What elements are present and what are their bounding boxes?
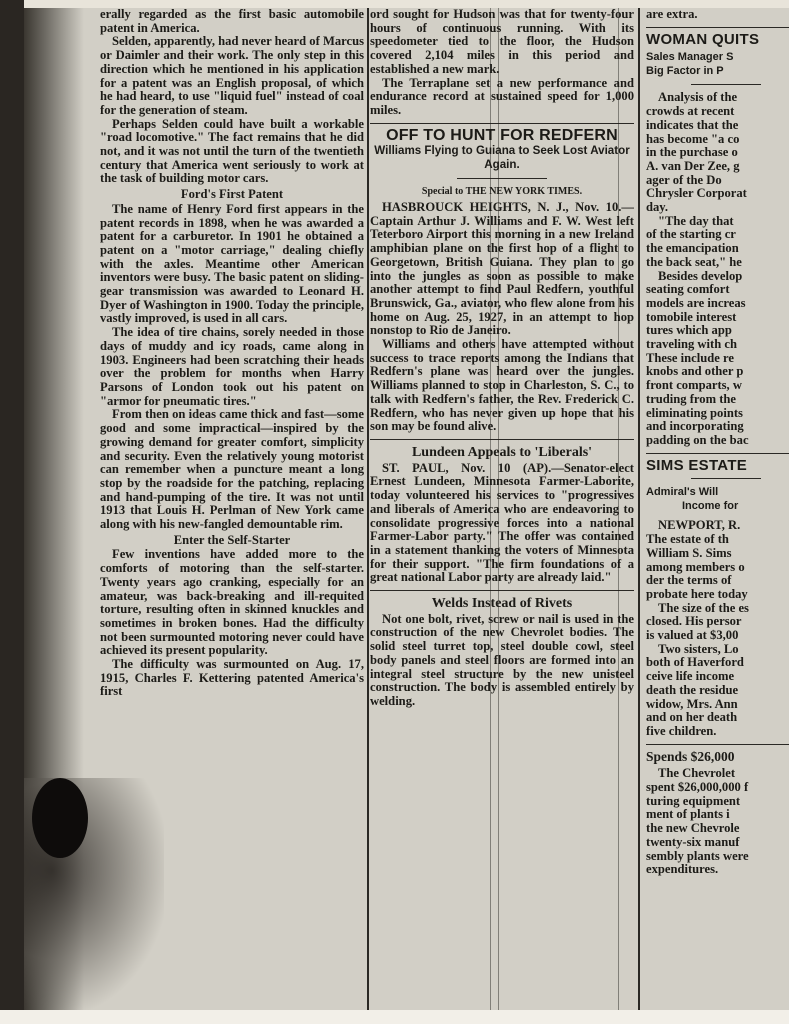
deck-line: Income for [682, 500, 739, 513]
deck-line: Sales Manager S [646, 51, 734, 64]
col3-line: indicates that the [646, 117, 739, 132]
scan-bottom-edge [0, 1010, 789, 1024]
headline-welds: Welds Instead of Rivets [431, 596, 573, 612]
col2-paragraph: HASBROUCK HEIGHTS, N. J., Nov. 10.—Captain Arthur J. Williams and F. W. West left Teterboro Airport this morning in a new Ireland amphibian plane on the first hop of a flight to Georgetown, British Guiana. They plan to go into the jungles as soon as possible to make another attempt to find Paul Redfern, youthful Brunswick, Ga., aviator, who flew alone from his home on Aug. 25, 1927, in an attempt to hop nonstop to Rio de Janeiro. [370, 200, 634, 338]
col3-line: The Chevrolet [658, 766, 736, 781]
col3-line: ager of the Do [646, 172, 722, 187]
col3-line: closed. His persor [646, 614, 742, 629]
headline-deck [646, 50, 789, 78]
col3-line: in the purchase o [646, 145, 738, 160]
column-2 [370, 8, 634, 709]
col3-line: ceive life income [646, 669, 735, 684]
col1-paragraph: Perhaps Selden could have built a workable "road locomotive." The fact remains that he did not, and it was not until the turn of the twentieth century that America went seriously to work at the task of building motor cars. [100, 116, 364, 186]
col1-paragraph: The name of Henry Ford first appears in the patent records in 1898, when he was awarded a patent for a carburetor. In 1901 he obtained a patent on a "motor carriage," dealing chiefly with the axles. Meantime other American inventors were busy. The basic patent on sliding-gear transmission was awarded to Leonard H. Dyer of Washington in 1900. Today the principle, vastly improved, is used in all cars. [100, 201, 364, 326]
headline-lundeen: Lundeen Appeals to 'Liberals' [411, 444, 593, 460]
col3-line: day. [646, 200, 669, 215]
col1-paragraph: The difficulty was surmounted on Aug. 17, 1915, Charles F. Kettering patented America's first [100, 657, 364, 699]
col3-line: spent $26,000,000 f [646, 780, 749, 795]
col3-paragraph [646, 270, 789, 448]
col3-line: Two sisters, Lo [658, 641, 739, 656]
col3-line: has become "a co [646, 131, 740, 146]
col3-line: truding from the [646, 391, 737, 406]
scan-top-edge [0, 0, 789, 8]
col3-line: der the terms of [646, 573, 732, 588]
headline-off-to-hunt: OFF TO HUNT FOR REDFERN [386, 126, 618, 144]
special-credit: Special to THE NEW YORK TIMES. [421, 186, 583, 198]
col3-line: widow, Mrs. Ann [646, 696, 738, 711]
deck-divider [691, 84, 761, 85]
col3-line: tures which app [646, 323, 732, 338]
col3-line: turing equipment [646, 793, 741, 808]
col2-paragraph: Williams and others have attempted without success to trace reports among the Indians that Redfern's plane was heard over the jungles. Williams planned to stop in Charleston, S. C., to talk with Redfern's father, the Rev. Frederick C. Redfern, who has never given up hope that his son may be found alive. [370, 337, 634, 434]
article-divider [370, 123, 634, 124]
col1-paragraph: Selden, apparently, had never heard of Marcus or Daimler and their work. The only step in this direction which he mentioned in his application for a patent was an English proposal, of which he had heard, to use "liquid fuel" instead of coal for the generation of steam. [100, 34, 364, 117]
col3-line: ment of plants i [646, 807, 730, 822]
headline-sims-estate: SIMS ESTATE [646, 456, 748, 474]
col3-line: William S. Sims [646, 545, 732, 560]
col3-line: expenditures. [646, 862, 719, 877]
col1-paragraph: Few inventions have added more to the comforts of motoring than the self-starter. Twenty years ago cranking, especially for an amateur, was back-breaking and ill-requited torture, resulting often in skinned knuckles and sometimes in broken bones. Had the difficulty not been surmounted motoring never could have achieved its present popularity. [100, 547, 364, 658]
column-rule [638, 8, 640, 1010]
col3-line: twenty-six manuf [646, 834, 740, 849]
article-divider [370, 590, 634, 591]
col3-line: front comparts, w [646, 378, 742, 393]
headline-spends: Spends $26,000 [646, 748, 735, 764]
col3-line: crowds at recent [646, 104, 735, 119]
col1-paragraph: From then on ideas came thick and fast—some good and some impractical—inspired by the growing demand for greater comfort, simplicity and security. Even the relatively young motorist can remember when a puncture meant a long stop by the roadside for the patching, replacing and hand-pumping of the tire. It was not until 1913 that Louis H. Perlman of New York came along with his new-fangled demountable rim. [100, 407, 364, 532]
col3-line: eliminating points [646, 405, 743, 420]
deck-divider [691, 478, 761, 479]
col3-line: the emancipation [646, 241, 739, 256]
col3-line: Besides develop [658, 268, 743, 283]
crease-line [490, 8, 491, 1010]
article-divider [646, 744, 789, 745]
col1-paragraph: erally regarded as the first basic automobile patent in America. [100, 8, 364, 35]
col3-line: the new Chevrole [646, 821, 740, 836]
col3-line: of the starting cr [646, 227, 736, 242]
col3-line: the back seat," he [646, 254, 742, 269]
col3-line: and incorporating [646, 419, 744, 434]
col3-line: models are increas [646, 295, 746, 310]
column-rule [367, 8, 369, 1010]
crease-line [498, 8, 499, 1010]
col3-line: knobs and other p [646, 364, 744, 379]
col3-paragraph [646, 767, 789, 877]
col3-paragraph [646, 519, 789, 601]
subhead-self-starter: Enter the Self-Starter [173, 532, 291, 547]
subhead-fords-first-patent: Ford's First Patent [180, 187, 284, 202]
col3-line: probate here today [646, 586, 748, 601]
col3-line: A. van Der Zee, g [646, 158, 740, 173]
col2-paragraph: Not one bolt, rivet, screw or nail is used in the construction of the new Chevrolet bodies. The solid steel turret top, steel double cowl, steel body panels and steel floors are formed into an integral steel structure by the new unisteel construction. The body is assembled entirely by welding. [370, 611, 634, 708]
col3-line: padding on the bac [646, 432, 749, 447]
col3-line: The size of the es [658, 600, 749, 615]
article-divider [370, 439, 634, 440]
col3-line: five children. [646, 723, 717, 738]
col3-line: is valued at $3,00 [646, 628, 739, 643]
col2-paragraph: ord sought for Hudson was that for twenty-four hours of continuous running. With its speedometer tied to the floor, the Hudson covered 2,104 miles in this period and established a new mark. [370, 8, 634, 76]
col3-line: death the residue [646, 682, 739, 697]
col2-paragraph: The Terraplane set a new performance and endurance record at sustained speed for 1,000 miles. [370, 75, 634, 117]
col3-line: tomobile interest [646, 309, 737, 324]
col2-paragraph: ST. PAUL, Nov. 10 (AP).—Senator-elect Ernest Lundeen, Minnesota Farmer-Laborite, today volunteered his services to "progressives and liberals of America who are endeavoring to consolidate progressive forces into a national Farmer-Labor party." The offer was contained in a statement thanking the voters of Minnesota for their support. "The firm foundations of a great national Labor party are already laid." [370, 460, 634, 585]
column-1 [100, 8, 364, 699]
col3-line: The estate of th [646, 532, 729, 547]
col3-line: are extra. [646, 8, 698, 21]
col3-line: seating comfort [646, 282, 730, 297]
deck-line: Big Factor in P [646, 65, 724, 78]
deck-divider [457, 178, 547, 179]
col3-line: both of Haverford [646, 655, 744, 670]
headline-deck [646, 485, 789, 513]
headline-deck: Williams Flying to Guiana to Seek Lost Aviator Again. [374, 144, 630, 172]
column-3 [646, 8, 789, 877]
col3-paragraph [646, 602, 789, 643]
col3-line: and on her death [646, 710, 738, 725]
scan-left-edge [0, 0, 24, 1024]
newspaper-clipping [24, 8, 789, 1010]
crease-line [618, 8, 619, 1010]
article-divider [646, 27, 789, 28]
ink-blot [32, 778, 88, 858]
col3-paragraph [646, 91, 789, 214]
col3-line: "The day that [658, 213, 734, 228]
col3-line: These include re [646, 350, 734, 365]
col3-line: among members o [646, 559, 745, 574]
article-divider [646, 453, 789, 454]
col3-line: Analysis of the [658, 90, 738, 105]
col3-line: NEWPORT, R. [658, 518, 741, 533]
col1-paragraph: The idea of tire chains, sorely needed in those days of muddy and icy roads, came along in 1903. Engineers had been scratching their heads over the problem for months when Harry Parsons of London took out his patent on "armor for pneumatic tires." [100, 325, 364, 408]
col3-paragraph [646, 215, 789, 270]
col3-paragraph [646, 643, 789, 739]
col3-line: traveling with ch [646, 337, 737, 352]
col3-line: sembly plants were [646, 848, 749, 863]
deck-line: Admiral's Will [646, 486, 719, 499]
headline-woman-quits: WOMAN QUITS [646, 30, 760, 48]
col3-line: Chrysler Corporat [646, 186, 747, 201]
